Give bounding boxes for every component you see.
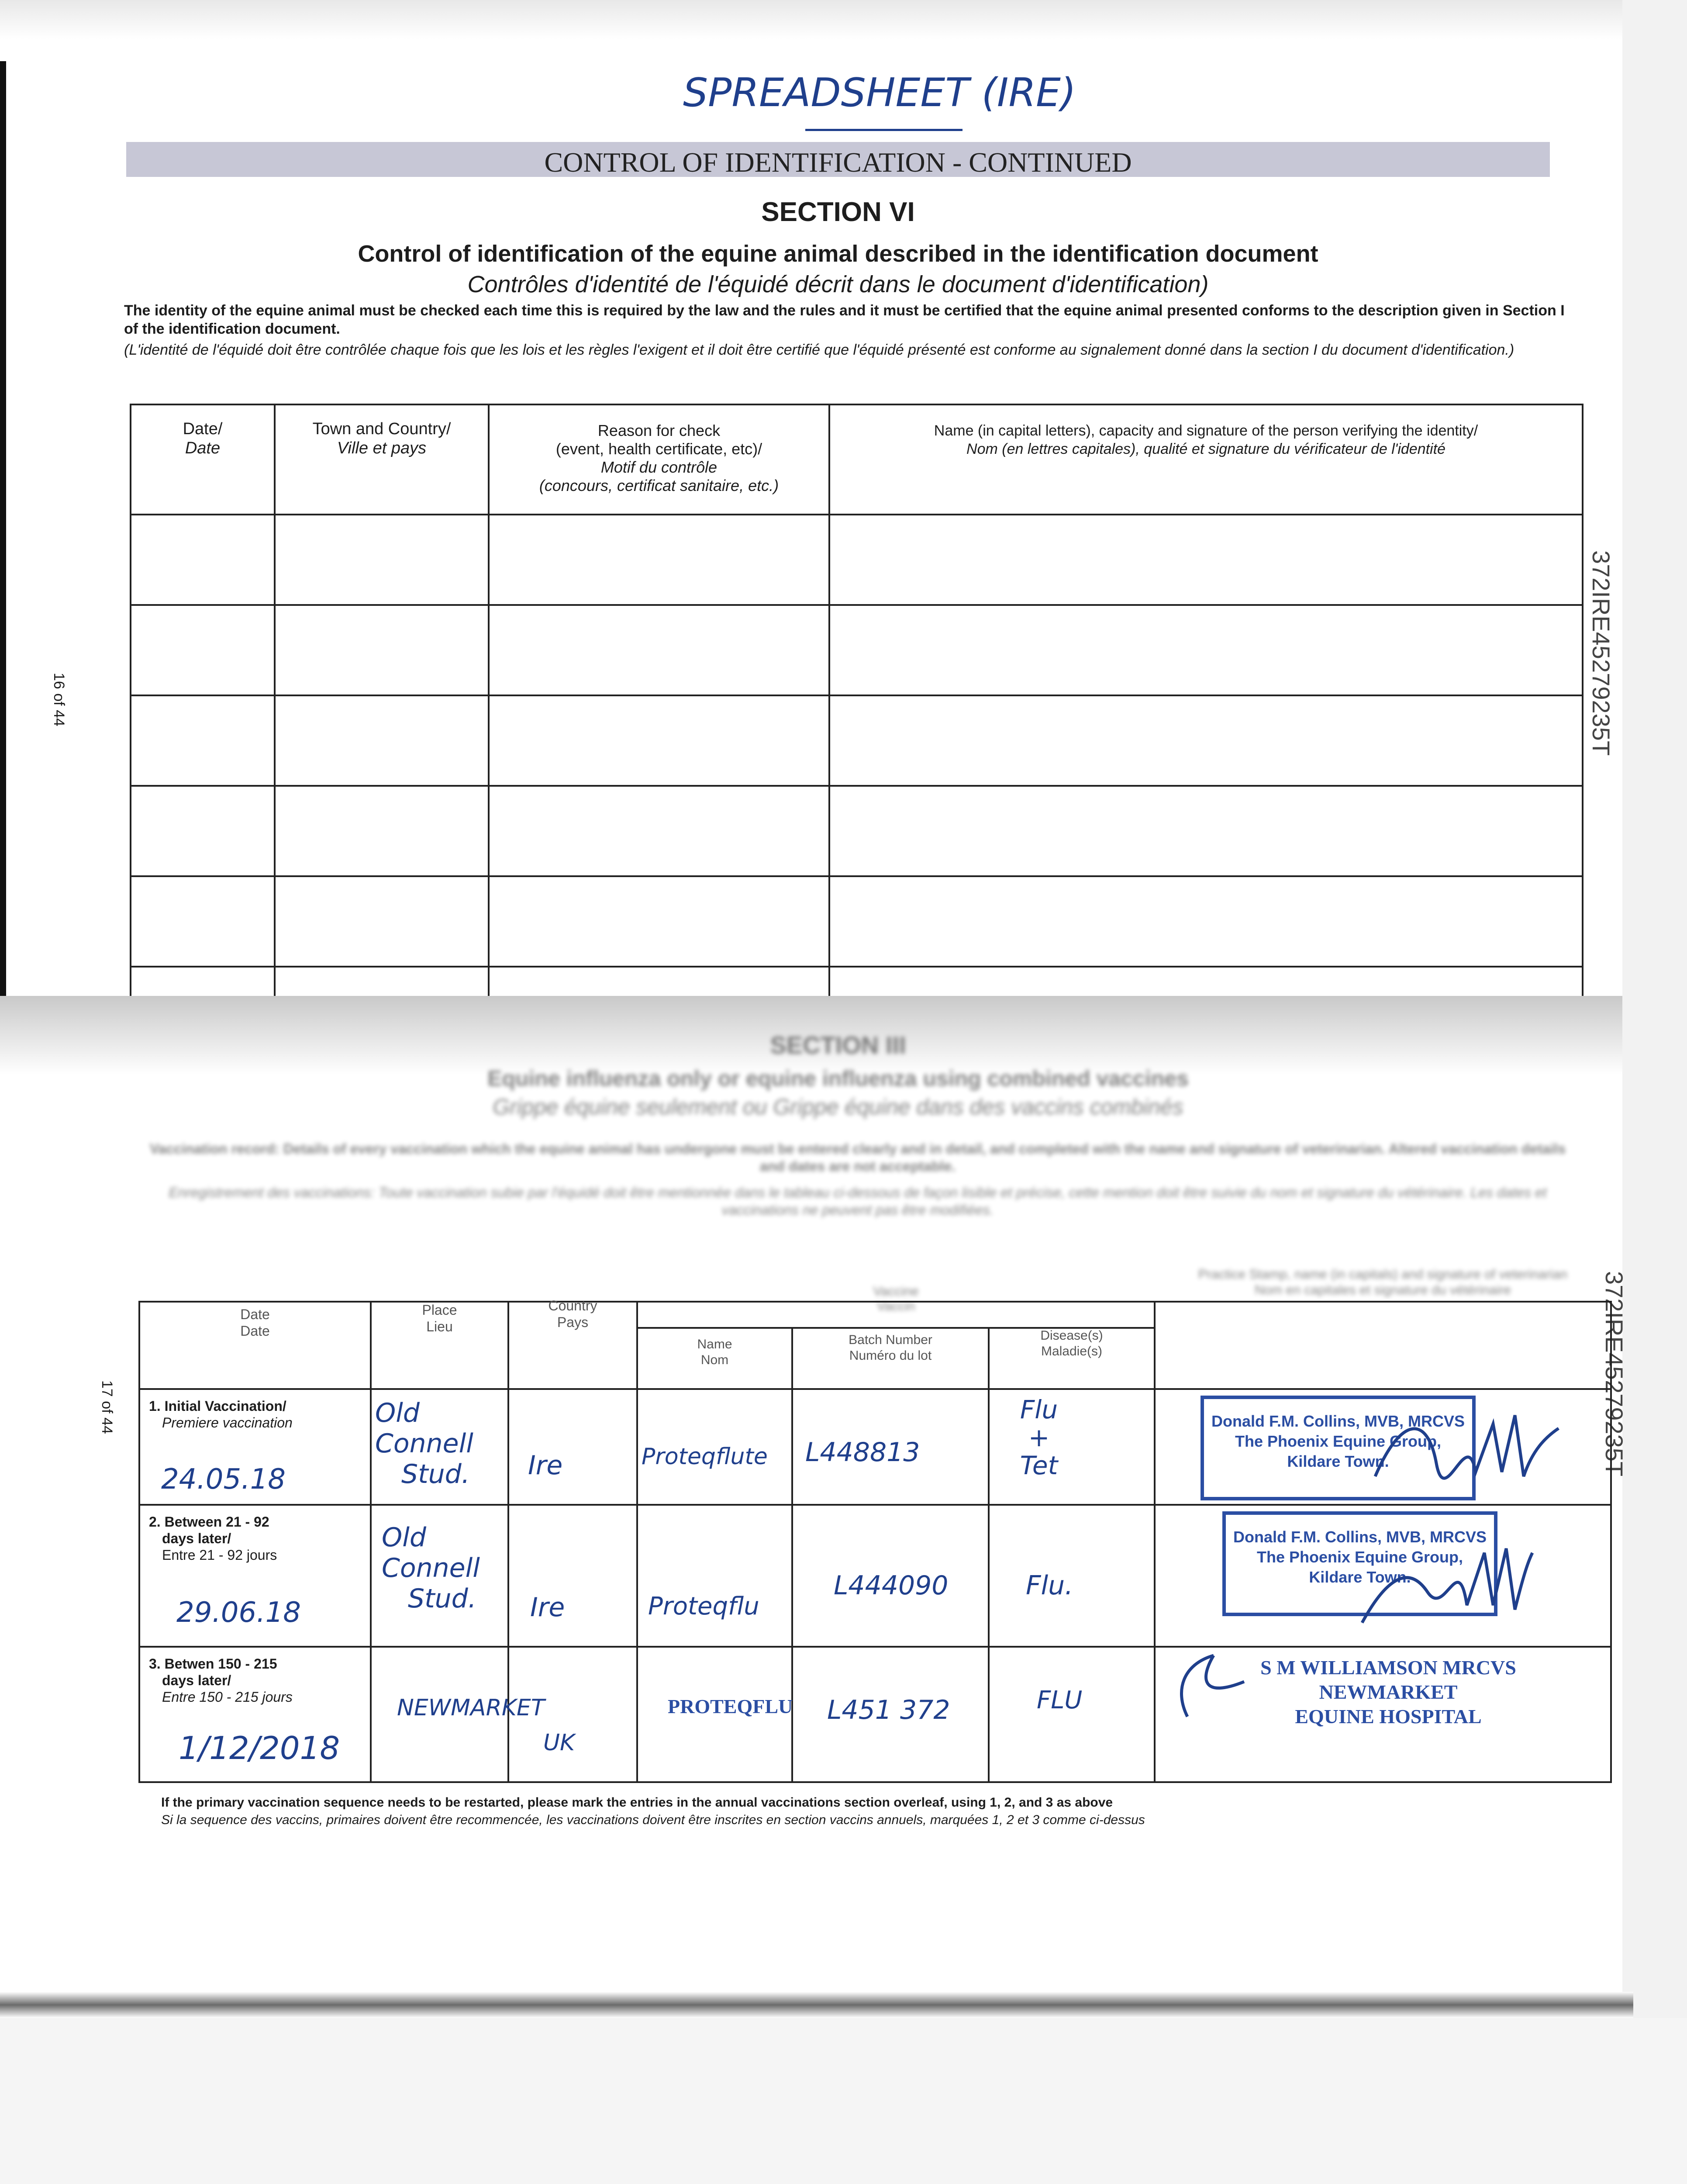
stamp-line-2: The Phoenix Equine Group, <box>1256 1548 1463 1566</box>
vcol-country-en: Country <box>548 1298 597 1313</box>
row-label <box>149 1398 293 1431</box>
page-number-16: 16 of 44 <box>51 673 67 726</box>
stamp-line-1: Donald F.M. Collins, MVB, MRCVS <box>1233 1528 1487 1546</box>
row-place-3: Stud. <box>408 1583 476 1614</box>
stamp-line-3: Kildare Town. <box>1287 1452 1389 1470</box>
vcol-date-fr: Date <box>240 1323 270 1339</box>
lower-intro-en: Vaccination record: Details of every vaccination which the equine animal has undergone must be entered clearly and in detail, and completed with the name and signature of veterinarian. Altered vaccination details and dates are not acceptable. <box>149 1141 1566 1174</box>
col-date-en: Date/ <box>183 420 223 438</box>
row-date: 24.05.18 <box>161 1463 286 1496</box>
vcol-batch <box>792 1332 989 1364</box>
stamp-line-3: Kildare Town. <box>1309 1568 1411 1586</box>
signature <box>1353 1522 1537 1631</box>
vcol-country <box>508 1297 637 1330</box>
row-disease: Flu. <box>1026 1570 1073 1601</box>
section-subtitle-en: Control of identification of the equine animal described in the identification document <box>358 241 1318 267</box>
scan-left-edge-upper <box>0 61 6 1005</box>
col-verifier <box>829 422 1583 458</box>
row-country: Ire <box>528 1450 563 1481</box>
vcol-vaccine <box>637 1284 1155 1314</box>
side-id-lower: 372IRE45279235T <box>1601 1271 1628 1477</box>
row-label-en2: days later/ <box>162 1673 231 1688</box>
row-label <box>149 1655 293 1705</box>
upper-page <box>6 26 1622 1018</box>
booklet-bottom-edge <box>0 1992 1633 2018</box>
row-country: UK <box>543 1730 575 1756</box>
vcol-place-en: Place <box>422 1302 457 1318</box>
col-town-en: Town and Country/ <box>312 420 451 438</box>
vcol-disease-en: Disease(s) <box>1040 1328 1103 1343</box>
stamp-line-2: NEWMARKET <box>1319 1681 1458 1703</box>
col-town-fr: Ville et pays <box>337 439 427 457</box>
row-batch: L451 372 <box>827 1695 950 1725</box>
row-place: NEWMARKET <box>397 1695 545 1721</box>
row-label-en: 2. Between 21 - 92 <box>149 1514 269 1530</box>
row-disease <box>995 1396 1083 1479</box>
row-place-2: Connell <box>382 1553 480 1583</box>
footer-fr: Si la sequence des vaccins, primaires doivent être recommencée, les vaccinations doivent être inscrites en section vaccins annuels, marquées 1, 2 et 3 comme ci-dessus <box>161 1813 1145 1827</box>
col-verifier-en: Name (in capital letters), capacity and signature of the person verifying the identity/ <box>934 422 1478 439</box>
row-vaccine-name: PROTEQFLU <box>668 1695 793 1717</box>
row-disease-1: Flu <box>1020 1395 1058 1424</box>
row-label-en: 1. Initial Vaccination/ <box>149 1398 286 1414</box>
vcol-stamp <box>1155 1267 1611 1298</box>
vcol-date <box>139 1306 371 1339</box>
row-batch: L444090 <box>834 1570 949 1601</box>
vcol-name <box>637 1337 792 1368</box>
col-reason-en2: (event, health certificate, etc)/ <box>555 440 762 458</box>
handwritten-note: SPREADSHEET (IRE) <box>683 70 1076 116</box>
col-reason-en: Reason for check <box>597 422 721 439</box>
vcol-place <box>371 1302 508 1335</box>
row-date: 29.06.18 <box>176 1597 301 1629</box>
col-reason-fr2: (concours, certificat sanitaire, etc.) <box>539 477 779 494</box>
row-batch: L448813 <box>805 1437 920 1468</box>
row-place-1: Old <box>382 1522 426 1553</box>
side-id-upper: 372IRE45279235T <box>1587 550 1615 756</box>
banner-title: CONTROL OF IDENTIFICATION - CONTINUED <box>544 147 1132 178</box>
row-label-en2: days later/ <box>162 1531 231 1546</box>
row-disease: FLU <box>1037 1686 1083 1714</box>
footer-en: If the primary vaccination sequence needs to be restarted, please mark the entries in the annual vaccinations section overleaf, using 1, 2, and 3 as above <box>161 1795 1113 1810</box>
row-disease-2: + <box>1028 1423 1050 1452</box>
row-label-fr: Premiere vaccination <box>162 1415 293 1431</box>
scan-bottom-area <box>0 2018 1687 2184</box>
row-vaccine-name: Proteqflu <box>648 1592 759 1621</box>
identity-check-table <box>6 26 1622 1018</box>
lower-section-title: SECTION III <box>770 1031 906 1059</box>
row-place-2: Connell <box>375 1428 473 1459</box>
table-row <box>139 1505 1611 1647</box>
table-row <box>139 1389 1611 1505</box>
vcol-name-en: Name <box>697 1337 732 1351</box>
stamp-line-1: S M WILLIAMSON MRCVS <box>1260 1656 1516 1679</box>
row-label-fr: Entre 21 - 92 jours <box>162 1547 277 1563</box>
row-country: Ire <box>530 1592 565 1623</box>
row-place <box>375 1398 473 1489</box>
row-label-fr: Entre 150 - 215 jours <box>162 1689 293 1705</box>
scan-right-edge <box>1622 0 1687 2184</box>
vcol-vaccine-fr: Vaccin <box>876 1299 915 1313</box>
vcol-disease <box>989 1328 1155 1359</box>
intro-en: The identity of the equine animal must be checked each time this is required by the law and the rules and it must be certified that the equine animal presented conforms to the description given in Section I of the identification document. <box>124 302 1565 337</box>
vcol-disease-fr: Maladie(s) <box>1041 1344 1103 1358</box>
vcol-country-fr: Pays <box>557 1314 589 1330</box>
lower-intro-fr: Enregistrement des vaccinations: Toute vaccination subie par l'équidé doit être mentionnée dans le tableau ci-dessous de façon lisible et précise, cette mention doit être suivie du nom et signature du vétérinaire. Les dates et vaccinations ne peuvent pas être modifiées. <box>169 1185 1547 1218</box>
page-number-17: 17 of 44 <box>99 1380 115 1434</box>
vcol-stamp-fr: Nom en capitales et signature du vétérinaire <box>1255 1283 1511 1297</box>
vet-stamp <box>1218 1655 1559 1729</box>
col-town <box>275 419 489 458</box>
col-verifier-fr: Nom (en lettres capitales), qualité et signature du vérificateur de l'identité <box>966 441 1446 457</box>
col-reason <box>489 422 829 495</box>
row-place-1: Old <box>375 1398 420 1428</box>
row-disease-3: Tet <box>1020 1451 1058 1480</box>
row-place-3: Stud. <box>401 1459 470 1489</box>
vcol-batch-en: Batch Number <box>849 1333 932 1347</box>
section-title: SECTION VI <box>761 197 915 227</box>
col-reason-fr: Motif du contrôle <box>600 458 718 476</box>
section-subtitle-fr: Contrôles d'identité de l'équidé décrit dans le document d'identification) <box>467 271 1209 297</box>
stamp-line-1: Donald F.M. Collins, MVB, MRCVS <box>1211 1412 1465 1430</box>
vcol-vaccine-en: Vaccine <box>873 1284 919 1299</box>
row-vaccine-name: Proteqflute <box>642 1444 768 1470</box>
row-label <box>149 1514 277 1563</box>
row-place <box>382 1522 480 1614</box>
signature <box>1362 1398 1563 1498</box>
row-label-en: 3. Betwen 150 - 215 <box>149 1656 277 1672</box>
stamp-line-3: EQUINE HOSPITAL <box>1295 1705 1482 1728</box>
stamp-line-2: The Phoenix Equine Group, <box>1235 1432 1442 1450</box>
lower-title-en: Equine influenza only or equine influenza using combined vaccines <box>487 1066 1189 1091</box>
col-date-fr: Date <box>185 439 221 457</box>
table-row <box>139 1647 1611 1782</box>
row-date: 1/12/2018 <box>179 1730 340 1766</box>
vcol-date-en: Date <box>240 1306 270 1322</box>
lower-page <box>6 1013 1628 2009</box>
vcol-place-fr: Lieu <box>426 1319 453 1334</box>
lower-title-fr: Grippe équine seulement ou Grippe équine dans des vaccins combinés <box>493 1095 1183 1119</box>
vcol-stamp-en: Practice Stamp, name (in capitals) and signature of veterinarian <box>1198 1267 1568 1282</box>
vcol-name-fr: Nom <box>700 1353 729 1367</box>
intro-fr: (L'identité de l'équidé doit être contrôlée chaque fois que les lois et les règles l'exigent et il doit être certifié que l'équidé présenté est conforme au signalement donné dans la section I du document d'identification.) <box>124 342 1515 358</box>
col-date <box>131 419 275 458</box>
vcol-batch-fr: Numéro du lot <box>849 1348 932 1363</box>
